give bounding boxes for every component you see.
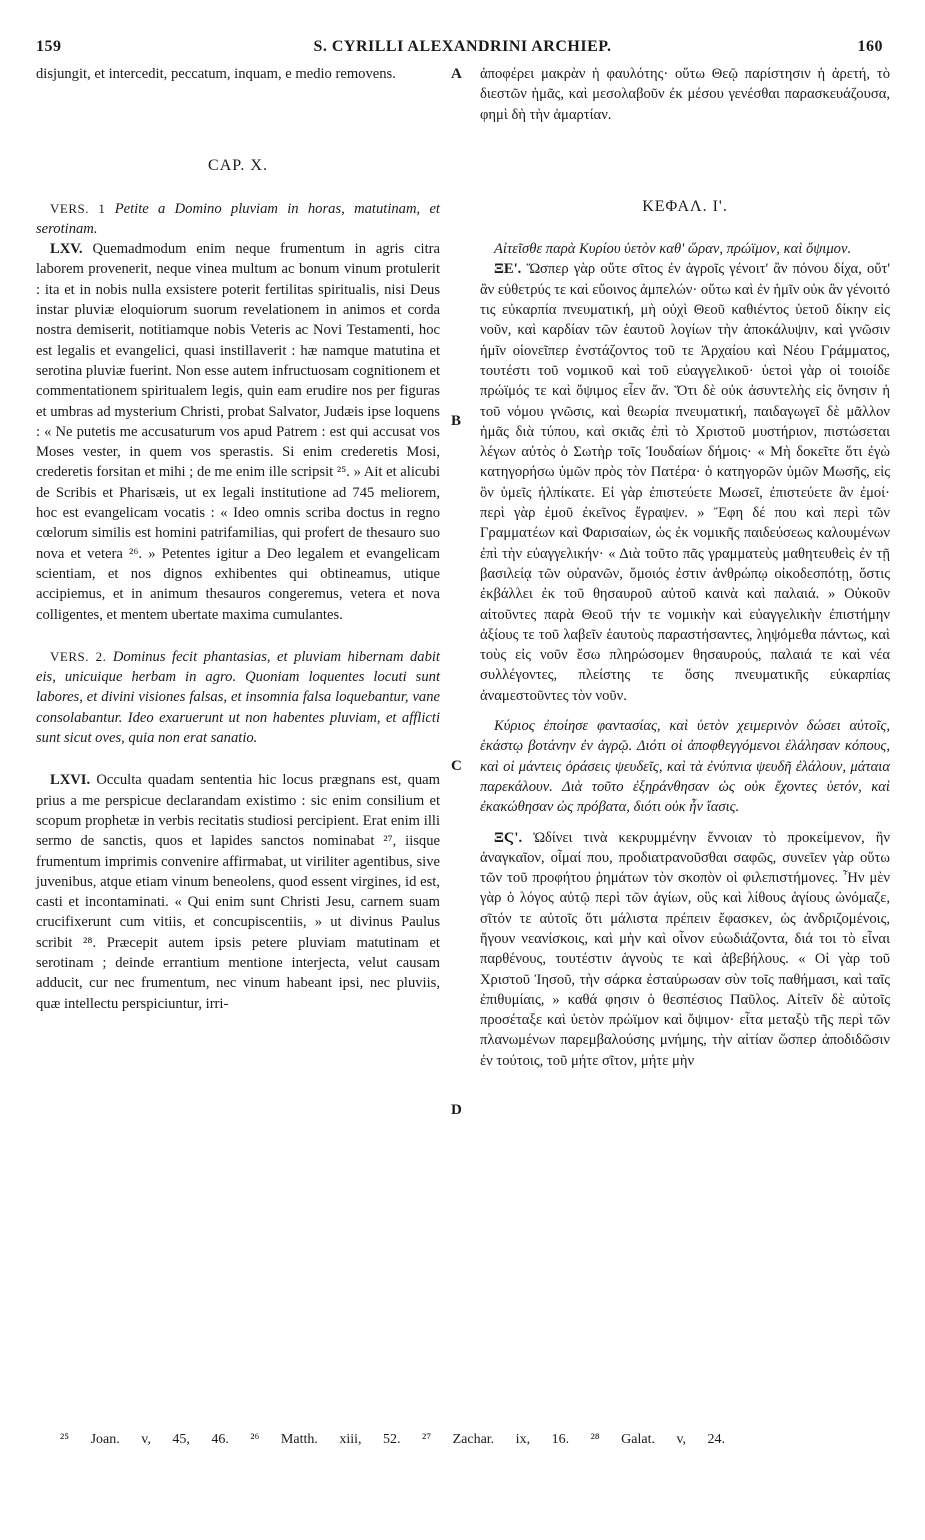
latin-paragraph-65: [36, 239, 440, 625]
verse-text: Petite a Domino pluviam in horas, matutinam, et serotinam.: [36, 200, 440, 237]
latin-chapter-title: CAP. X.: [208, 157, 268, 175]
page-number-left: 159: [36, 38, 62, 55]
verse-label: VERS. 1: [50, 200, 106, 216]
greek-verse-2: Κύριος ἐποίησε φαντασίας, καὶ ὑετὸν χειμερινὸν δώσει αὐτοῖς, ἑκάστῳ βοτάνην ἐν ἀγρῷ. Διότι οἱ ἀποφθεγγόμενοι ἐλάλησαν κόπους, καὶ οἱ μάντεις ὁράσεις ψευδεῖς, καὶ τὰ ἐνύπνια ψευδῆ ἐλάλουν, μάταια παρεκάλουν. Διὰ τοῦτο ἐξηράνθησαν ὡς οὐκ ἔχοντες ὑετόν, καὶ ἐκακώθησαν ὡς πρόβατα, διότι οὐκ ἦν ἴασις.: [480, 718, 890, 816]
paragraph-text: Ὥσπερ γὰρ οὔτε σῖτος ἐν ἀγροῖς γένοιτ' ἂν πόνου δίχα, οὔτ' ἂν εὐθετρύς τε καὶ εὔοινος ἀμπελών· οὕτω καὶ ἐν ἡμῖν οὐκ ἂν γένοιτό τις εὐκαρπία πνευματική, μὴ οὐχὶ Θεοῦ καθιέντος ὑετοῦ δίκην εἰς νοῦν, καὶ καρδίαν τῶν ἑαυτοῦ λογίων τὴν ἀποκάλυψιν, καὶ γνῶσιν ἡμῖν οἱονεῖπερ ἐνστάζοντος τοῦ τε Ἀρχαίου καὶ Νέου Γράμματος, τουτέστι τοῦ νομικοῦ καὶ τοῦ εὐαγγελικοῦ· ὑετοὶ γὰρ οἱ τοιοίδε πρώϊμός τε καὶ ὄψιμος εἶεν ἄν. Ὅτι δὲ οὐκ ἀσυντελὴς εἰς ὄνησιν ἡ τοῦ νόμου γνῶσις, καὶ θεωρία πνευματική, παιδαγωγεῖ δὲ μᾶλλον ἡμᾶς διὰ τύπου, καὶ σκιᾶς ἐπὶ τὸ Χριστοῦ μυστήριον, πιστώσεται λέγων αὐτὸς ὁ Σωτὴρ τοῖς Ἰουδαίων δήμοις· « Μὴ δοκεῖτε ὅτι ἐγὼ κατηγορήσω ὑμῶν πρὸς τὸν Πατέρα· ὁ κατηγορῶν ὑμῶν Μωσῆς, εἰς ὃν ὑμεῖς ἠλπίκατε. Εἰ γὰρ ἐπιστεύετε Μωσεῖ, ἐπιστεύετε ἂν ἐμοί· περὶ γὰρ ἐμοῦ ἐκεῖνος ἔγραψεν. » Ἔφη δέ που καὶ περὶ τῶν Γραμματέων καὶ Φαρισαίων, ὡς ἐκ νομικῆς παιδεύσεως καλουμένων ἐπὶ τὴν εὐαγγελικήν· « Διὰ τοῦτο πᾶς γραμματεὺς μαθητευθεὶς ἐν τῇ βασιλείᾳ τῶν οὐρανῶν, ὅμοιός ἐστιν ἀνθρώπῳ οἰκοδεσπότῃ, ὅστις ἐκβάλλει ἐκ τοῦ θησαυροῦ αὐτοῦ καινὰ καὶ παλαιά. » Οὐκοῦν αἰτοῦντες παρὰ Θεοῦ τήν τε νομικὴν καὶ εὐαγγελικὴν ἐπιστήμην ἀξίους τε τοῦ λαβεῖν ἑαυτοὺς παραστήσαντες, ληψόμεθα πάντως, καὶ τοὺς εἰς νοῦν ἔσω πληρώσομεν θησαυρούς, παλαιά τε καὶ νέα συλλέγοντες, πλείστης τε ὅσης πνευματικῆς εὐκαρπίας ἀναμεστοῦντες τὸν νοῦν.: [480, 261, 890, 704]
paragraph-number: LXV.: [50, 241, 83, 258]
latin-verse-2: [36, 647, 440, 748]
page-header: [22, 38, 903, 58]
greek-paragraph-65: [480, 259, 890, 706]
margin-letter-d: D: [451, 1102, 462, 1118]
paragraph-text: Quemadmodum enim neque frumentum in agris citra laborem provenerit, neque vinea multum ac bonum vinum protulerit : ita et in nobis nulla exsistere poterit fertilitas spiritualis, nisi Deus instar pluviæ eloquiorum suorum revelationem in animos et corda nostra demiserit, notitiamque nobis Veteris ac Novi Testamenti, hoc est legalis et evangelici, quasi instillaverit : hæ namque matutina et serotina pluviæ fuerint. Non esse autem infructuosam cognitionem et commentationem spiritualem legis, quin eam erudire nos per figuras et umbras ad mysterium Christi, probat Salvator, Judæis ipse loquens : « Ne putetis me accusaturum vos apud Patrem : est qui accusat vos Moses vester, in quem vos sperastis. Si enim crederetis Mosi, crederetis forsitan et mihi ; de me enim ille scripsit ²⁵. » Ait et alicubi de Scribis et Pharisæis, ut ex legali institutione ad 745 meliorem, hoc est evangelicam vocatis : « Ideo omnis scriba doctus in regno cœlorum similis est homini patrifamilias, qui profert de thesauro suo nova et vetera ²⁶. » Petentes igitur a Deo legalem et evangelicam scientiam, et nos dignos exhibentes qui obtineamus, utique accipiemus, et in animum thesauros congeremus, vetera et nova colligentes, et mentem ubertate maxima cumulantes.: [36, 241, 440, 623]
latin-opening: disjungit, et intercedit, peccatum, inquam, e medio removens.: [36, 66, 396, 82]
verse-label: VERS. 2.: [50, 648, 107, 664]
paragraph-number: ΞΕ'.: [494, 261, 522, 278]
paragraph-number: ΞϚ'.: [494, 829, 523, 846]
greek-verse-1: Αἰτεῖσθε παρὰ Κυρίου ὑετὸν καθ' ὥραν, πρώϊμον, καὶ ὄψιμον.: [494, 241, 852, 258]
paragraph-number: LXVI.: [50, 772, 91, 789]
footnotes: ²⁵ Joan. v, 45, 46. ²⁶ Matth. xiii, 52. ²⁷ Zachar. ix, 16. ²⁸ Galat. v, 24.: [60, 1432, 726, 1447]
greek-chapter-title: ΚΕΦΑΛ. Ι'.: [642, 197, 728, 215]
greek-column: [480, 64, 890, 1071]
margin-letter-c: C: [451, 758, 462, 774]
latin-paragraph-66: [36, 770, 440, 1014]
greek-opening: ἀποφέρει μακρὰν ἡ φαυλότης· οὕτω Θεῷ παρίστησιν ἡ ἀρετή, τὸ διεστῶν ἡμᾶς, καὶ μεσολαβοῦν ἐκ μέσου γενέσθαι παρασκευάζουσα, φημὶ δὴ τὴν ἁμαρτίαν.: [480, 66, 890, 123]
running-title: S. CYRILLI ALEXANDRINI ARCHIEP.: [313, 38, 612, 55]
margin-letter-b: B: [451, 413, 462, 429]
paragraph-text: Ὠδίνει τινὰ κεκρυμμένην ἔννοιαν τὸ προκείμενον, ἣν ἀναγκαῖον, οἶμαί που, προδιατρανοῦσθαι σαφῶς, συνεῖεν γὰρ οὕτω τῶν τοῦ προφήτου ῥημάτων τὸν σκοπὸν οἱ φιλεπιστήμονες. Ἦν μὲν γὰρ ὁ λόγος αὐτῷ περὶ τῶν ἁγίων, οὓς καὶ λίθους ἁγίους ὠνόμαζε, σῖτόν τε αὐτοῖς ὅτι μάλιστα πρέπειν ἔφασκεν, ὡς ἀνδριζομένοις, ἤγουν νεανίσκοις, καὶ μὴν καὶ οἶνον εὐωδιάζοντα, διά τοι τὸ εἶναι παρθένους, τουτέστιν ἁγνοὺς τε καὶ ἀβεβήλους. « Οἱ γὰρ τοῦ Χριστοῦ Ἰησοῦ, τὴν σάρκα ἐσταύρωσαν σὺν τοῖς παθήμασι, καὶ ταῖς ἐπιθυμίαις, » καθά φησιν ὁ θεσπέσιος Παῦλος. Αἰτεῖν δὲ αὐτοῖς προσέταξε καὶ ὑετὸν πρώϊμον καὶ ὄψιμον· εἶτα μεταξὺ τῆς περὶ τῶν πλανωμένων παρεμβαλούσης μνήμης, τὴν αἰτίαν ὥσπερ ἀποδιδῶσιν ἐν τούτοις, τοῦ μήτε σῖτον, μήτε μὴν: [480, 829, 890, 1069]
verse-text: Dominus fecit phantasias, et pluviam hibernam dabit eis, unicuique herbam in agro. Quoniam loquentes locuti sunt labores, et divini visiones falsas, et insomnia falsa loquebantur, vane consolabantur. Ideo exaruerunt ut non habentes pluviam, et afflicti sunt sicut oves, quia non erat sanatio.: [36, 648, 440, 747]
margin-letter-a: A: [451, 66, 462, 82]
latin-verse-1: [36, 199, 440, 240]
page-number-right: 160: [857, 38, 883, 55]
paragraph-text: Occulta quadam sententia hic locus prægnans est, quam prius a me perspicue declarandam existimo : sic enim consilium et scopum prophetæ in verbis recitatis studiosi percipient. Erat enim illi sermo de sanctis, quos et lapides sanctos nominabat ²⁷, iisque frumentum imprimis convenire affirmabat, ut viriliter agentibus, sive juvenibus, atque etiam vinum beneolens, quod essent virgines, id est, casti et incontaminati. « Qui enim sunt Christi Jesu, carnem suam crucifixerunt cum vitiis, et concupiscentiis, » ut divinus Paulus scribit ²⁸. Præcepit autem ipsis petere pluviam matutinam et serotinam ; deinde errantium mentione interjecta, velut causam adducit, cur nec frumentum, nec vinum habeant ipsi, nec pluviis, quæ intellectu perspiciuntur, irri-: [36, 772, 440, 1012]
latin-column: [36, 64, 440, 1014]
greek-paragraph-66: [480, 828, 890, 1072]
